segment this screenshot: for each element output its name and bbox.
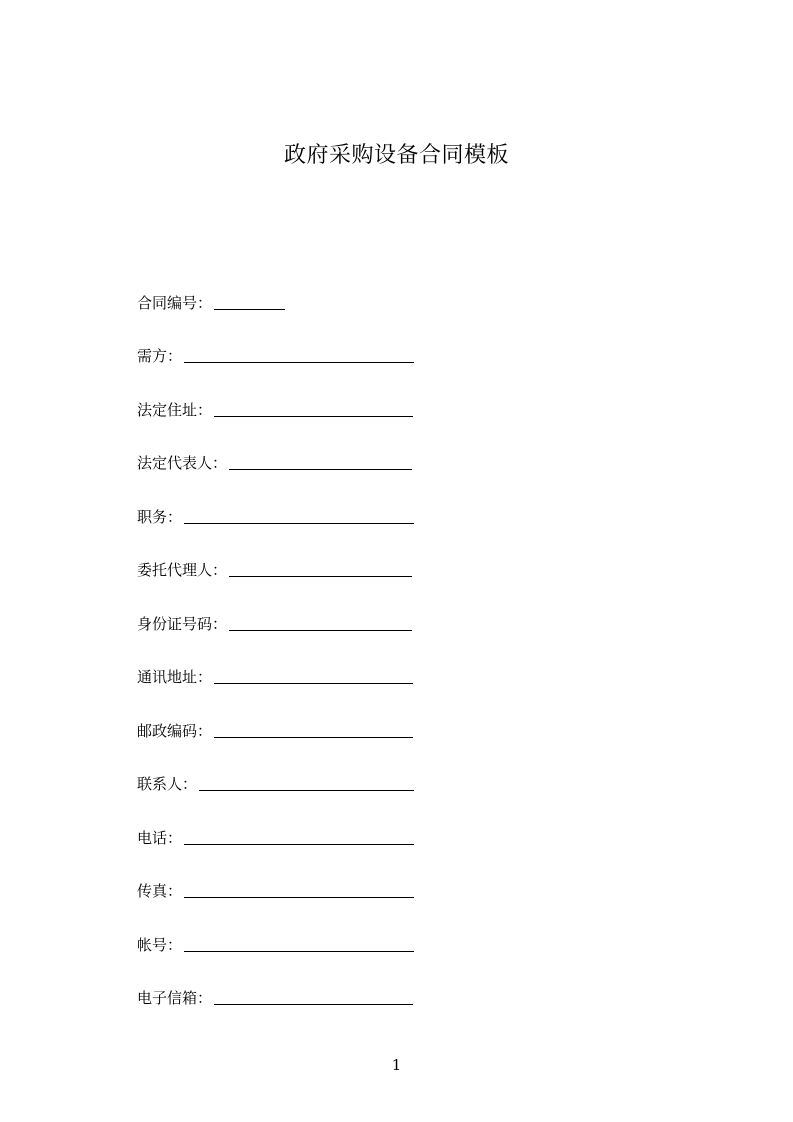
field-contact-person <box>137 770 414 794</box>
field-label: 传真： <box>137 882 183 900</box>
fill-in-blank[interactable] <box>214 291 285 310</box>
page-number: 1 <box>391 1056 402 1074</box>
document-title: 政府采购设备合同模板 <box>283 143 509 168</box>
field-label: 委托代理人： <box>137 561 228 579</box>
field-label: 法定代表人： <box>137 454 228 472</box>
field-telephone <box>137 824 414 848</box>
fill-in-blank[interactable] <box>229 612 412 631</box>
field-label: 联系人： <box>137 775 198 793</box>
fill-in-blank[interactable] <box>199 772 414 791</box>
fill-in-blank[interactable] <box>184 505 414 524</box>
field-legal-address <box>137 396 413 420</box>
field-buyer <box>137 342 414 366</box>
fill-in-blank[interactable] <box>184 879 414 898</box>
field-account-number <box>137 931 414 955</box>
field-label: 电话： <box>137 829 183 847</box>
field-id-number <box>137 610 412 634</box>
fill-in-blank[interactable] <box>184 344 414 363</box>
field-label: 帐号： <box>137 936 183 954</box>
field-label: 通讯地址： <box>137 668 213 686</box>
field-label: 法定住址： <box>137 401 213 419</box>
field-legal-representative <box>137 449 412 473</box>
fill-in-blank[interactable] <box>184 826 414 845</box>
fill-in-blank[interactable] <box>214 986 413 1005</box>
field-contract-number <box>137 289 285 313</box>
field-fax <box>137 877 414 901</box>
field-mailing-address <box>137 663 413 687</box>
field-label: 身份证号码： <box>137 615 228 633</box>
fill-in-blank[interactable] <box>214 719 413 738</box>
field-email <box>137 984 413 1008</box>
field-postal-code <box>137 717 413 741</box>
fill-in-blank[interactable] <box>229 451 412 470</box>
fill-in-blank[interactable] <box>214 665 413 684</box>
field-label: 需方： <box>137 347 183 365</box>
field-label: 合同编号： <box>137 294 213 312</box>
field-label: 职务： <box>137 508 183 526</box>
fill-in-blank[interactable] <box>214 398 413 417</box>
fill-in-blank[interactable] <box>229 558 412 577</box>
field-position <box>137 503 414 527</box>
field-label: 邮政编码： <box>137 722 213 740</box>
fill-in-blank[interactable] <box>184 933 414 952</box>
field-label: 电子信箱： <box>137 989 213 1007</box>
field-authorized-agent <box>137 556 412 580</box>
